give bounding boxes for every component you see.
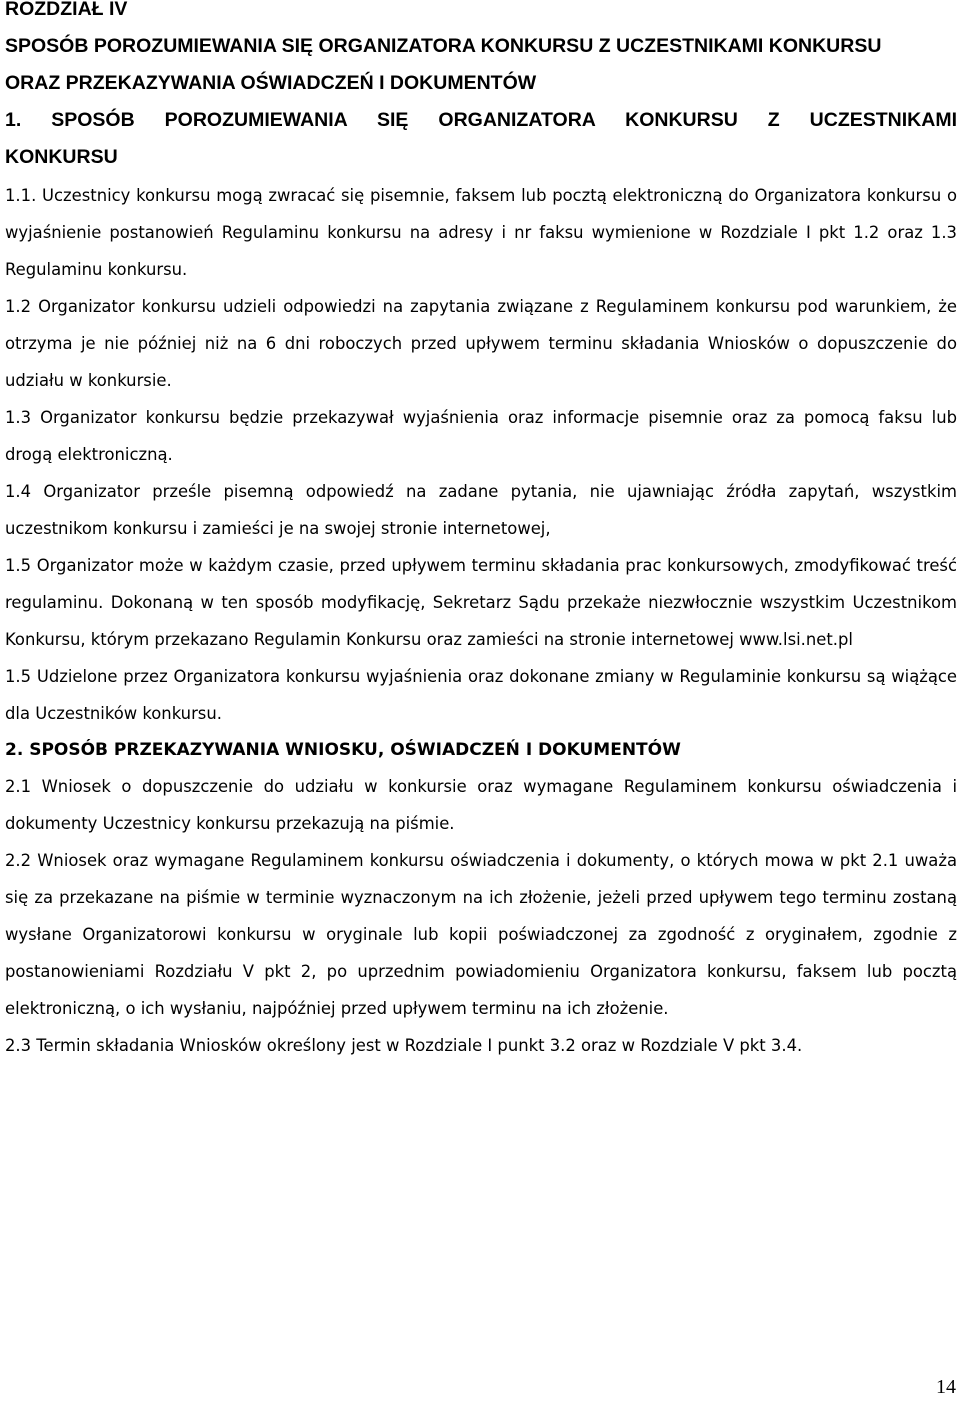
paragraph-1-1: 1.1. Uczestnicy konkursu mogą zwracać się pisemnie, faksem lub pocztą elektroniczną do Organizatora konkursu o wyjaśnienie postanowień Regulaminu konkursu na adresy i nr faksu wymienione w Rozdziale I pkt 1.2 oraz 1.3 Regulaminu konkursu.	[5, 186, 957, 279]
section-2-heading: 2. SPOSÓB PRZEKAZYWANIA WNIOSKU, OŚWIADCZEŃ I DOKUMENTÓW	[5, 740, 681, 760]
chapter-subtitle-line-1: SPOSÓB POROZUMIEWANIA SIĘ ORGANIZATORA KONKURSU Z UCZESTNIKAMI KONKURSU	[5, 35, 882, 57]
paragraph-1-4: 1.4 Organizator prześle pisemną odpowiedź na zadane pytania, nie ujawniając źródła zapytań, wszystkim uczestnikom konkursu i zamieści je na swojej stronie internetowej,	[5, 482, 957, 538]
paragraph-2-1: 2.1 Wniosek o dopuszczenie do udziału w konkursie oraz wymagane Regulaminem konkursu oświadczenia i dokumenty Uczestnicy konkursu przekazują na piśmie.	[5, 777, 957, 833]
paragraph-1-2: 1.2 Organizator konkursu udzieli odpowiedzi na zapytania związane z Regulaminem konkursu pod warunkiem, że otrzyma je nie później niż na 6 dni roboczych przed upływem terminu składania Wniosków o dopuszczenie do udziału w konkursie.	[5, 297, 957, 390]
section-1-heading-line-1: 1. SPOSÓB POROZUMIEWANIA SIĘ ORGANIZATORA KONKURSU Z UCZESTNIKAMI	[5, 109, 957, 131]
paragraph-1-5-second: 1.5 Udzielone przez Organizatora konkursu wyjaśnienia oraz dokonane zmiany w Regulaminie konkursu są wiążące dla Uczestników konkursu.	[5, 667, 957, 723]
paragraph-2-2: 2.2 Wniosek oraz wymagane Regulaminem konkursu oświadczenia i dokumenty, o których mowa w pkt 2.1 uważa się za przekazane na piśmie w terminie wyznaczonym na ich złożenie, jeżeli przed upływem tego terminu zostaną wysłane Organizatorowi konkursu w oryginale lub kopii poświadczonej za zgodność z oryginałem, zgodnie z postanowieniami Rozdziału V pkt 2, po uprzednim powiadomieniu Organizatora konkursu, faksem lub pocztą elektroniczną, o ich wysłaniu, najpóźniej przed upływem terminu na ich złożenie.	[5, 851, 957, 1018]
chapter-title: ROZDZIAŁ IV	[5, 0, 128, 20]
section-1-heading-line-2: KONKURSU	[5, 146, 118, 168]
paragraph-2-3: 2.3 Termin składania Wniosków określony jest w Rozdziale I punkt 3.2 oraz w Rozdziale V pkt 3.4.	[5, 1036, 803, 1055]
paragraph-1-3: 1.3 Organizator konkursu będzie przekazywał wyjaśnienia oraz informacje pisemnie oraz za pomocą faksu lub drogą elektroniczną.	[5, 408, 957, 464]
page-number: 14	[936, 1376, 956, 1398]
chapter-subtitle-line-2: ORAZ PRZEKAZYWANIA OŚWIADCZEŃ I DOKUMENTÓW	[5, 72, 537, 94]
document-page	[5, 0, 957, 1064]
paragraph-1-5: 1.5 Organizator może w każdym czasie, przed upływem terminu składania prac konkursowych, zmodyfikować treść regulaminu. Dokonaną w ten sposób modyfikację, Sekretarz Sądu przekaże niezwłocznie wszystkim Uczestnikom Konkursu, którym przekazano Regulamin Konkursu oraz zamieści na stronie internetowej www.lsi.net.pl	[5, 556, 957, 649]
